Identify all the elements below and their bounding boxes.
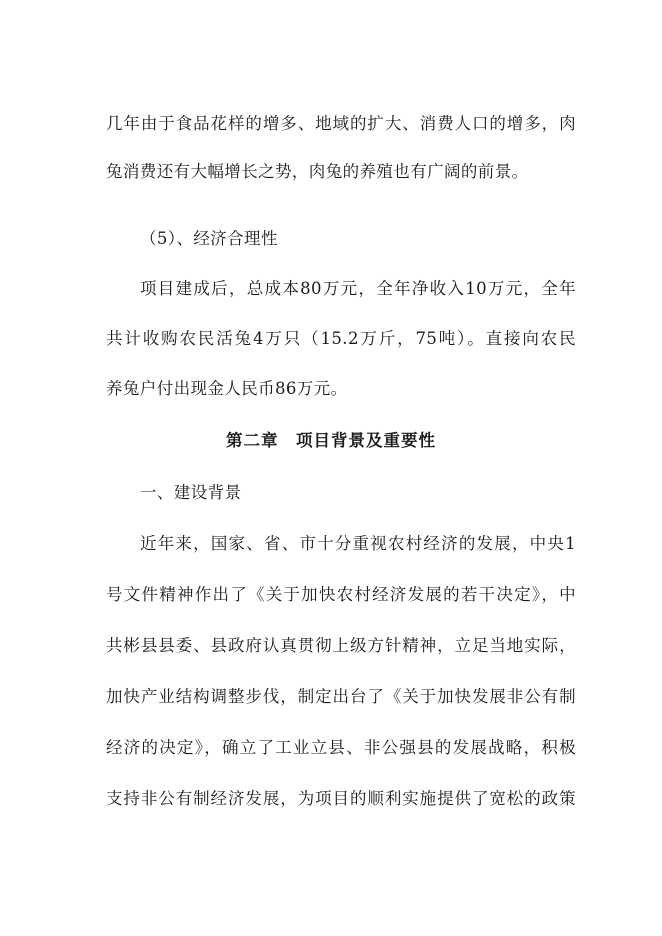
paragraph-line: 号文件精神作出了《关于加快农村经济发展的若干决定》，中 [106,585,576,604]
paragraph-line: 经济的决定》，确立了工业立县、非公强县的发展战略，积极 [106,738,576,757]
paragraph-line: 几年由于食品花样的增多、地域的扩大、消费人口的增多，肉 [106,114,576,133]
chapter-heading: 第二章 项目背景及重要性 [226,431,436,450]
paragraph-line: 加快产业结构调整步伐，制定出台了《关于加快发展非公有制 [106,687,576,706]
paragraph-line: 近年来，国家、省、市十分重视农村经济的发展，中央1 [140,534,576,553]
paragraph-line: 项目建成后，总成本80万元，全年净收入10万元，全年 [140,279,576,298]
section-heading: 一、建设背景 [140,483,242,502]
paragraph-line: 兔消费还有大幅增长之势，肉兔的养殖也有广阔的前景。 [106,162,529,181]
paragraph-line: 共彬县县委、县政府认真贯彻上级方针精神，立足当地实际， [106,636,576,655]
section-subheading: （5）、经济合理性 [140,229,278,248]
paragraph-line: 共计收购农民活兔4万只（15.2万斤，75吨）。直接向农民 [106,329,576,348]
paragraph-line: 养兔户付出现金人民币86万元。 [106,379,348,398]
paragraph-line: 支持非公有制经济发展，为项目的顺利实施提供了宽松的政策 [106,789,576,808]
